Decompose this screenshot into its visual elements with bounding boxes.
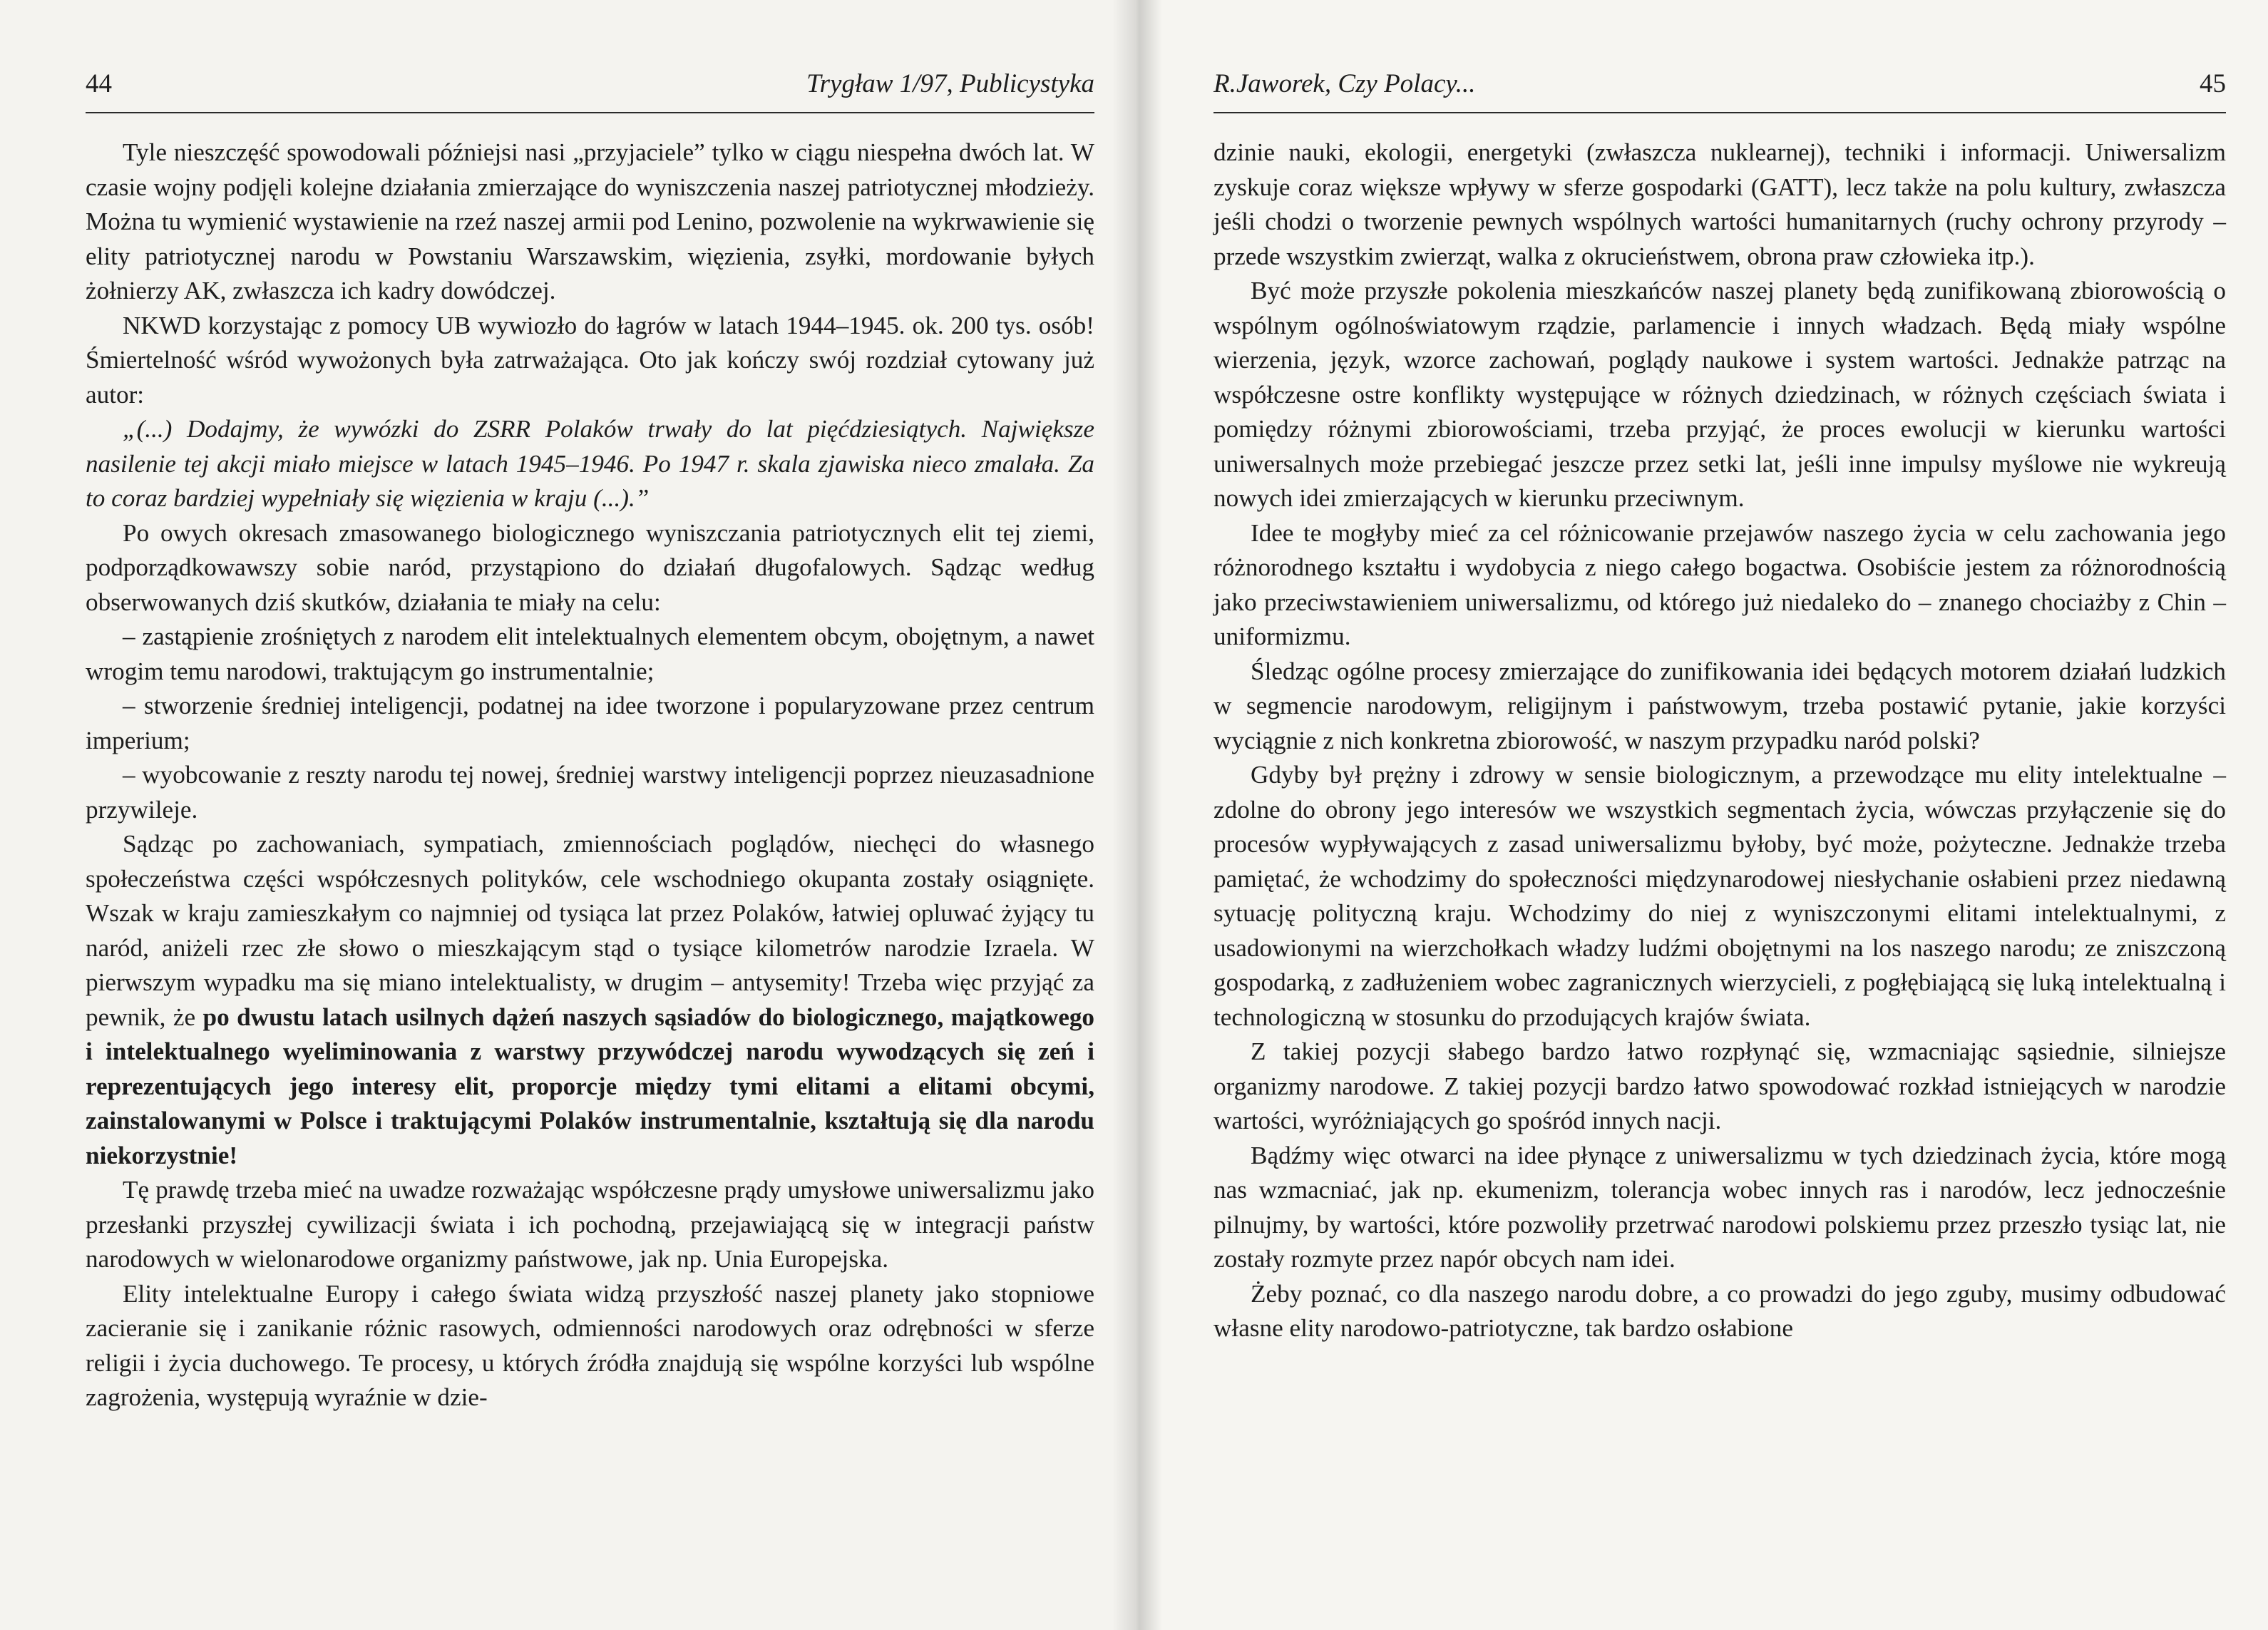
right-page-body xyxy=(1213,135,2226,1346)
paragraph: Być może przyszłe pokolenia mieszkańców naszej planety będą zunifikowaną zbiorowością o wspólnym ogólnoświatowym rządzie, parlamencie i innych władzach. Będą miały wspólne wierzenia, język, wzorce zachowań, poglądy naukowe i system wartości. Jednakże patrząc na współczesne ostre konflikty występujące w różnych dziedzinach, w różnych częściach świata i pomiędzy różnymi zbiorowościami, trzeba przyjąć, że proces ewolucji w kierunku wartości uniwersalnych może przebiegać jeszcze przez setki lat, jeśli inne impulsy myślowe nie wykreują nowych idei zmierzających w kierunku przeciwnym. xyxy=(1213,277,2226,512)
paragraph-text: Sądząc po zachowaniach, sympatiach, zmiennościach poglądów, niechęci do własnego społeczeństwa części współczesnych polityków, cele wschodniego okupanta zostały osiągnięte. Wszak w kraju zamieszkałym co najmniej od tysiąca lat przez Polaków, łatwiej opluwać żyjący tu naród, aniżeli rzec złe słowo o mieszkającym stąd o tysiące kilometrów narodzie Izraela. W pierwszym wypadku ma się miano intelektualisty, w drugim – antysemity! Trzeba więc przyjąć za pewnik, że xyxy=(86,830,1094,1031)
list-item: – zastąpienie zrośniętych z narodem elit intelektualnych elementem obcym, obojętnym, a nawet wrogim temu narodowi, traktującym go instrumentalnie; xyxy=(86,622,1094,685)
header-rule xyxy=(1213,112,2226,113)
right-page-header xyxy=(1213,63,2226,106)
paragraph: Idee te mogłyby mieć za cel różnicowanie przejawów naszego życia w celu zachowania jego różnorodnego kształtu i wydobycia z niego całego bogactwa. Osobiście jestem za różnorodnością jako przeciwstawieniem uniwersalizmu, od którego już niedaleko do – znanego chociażby z Chin – uniformizmu. xyxy=(1213,518,2226,650)
paragraph: Żeby poznać, co dla naszego narodu dobre, a co prowadzi do jego zguby, musimy odbudować własne elity narodowo-patriotyczne, tak bardzo osłabione xyxy=(1213,1279,2226,1342)
bold-thesis: po dwustu latach usilnych dążeń naszych sąsiadów do biologicznego, majątkowego i intelektualnego wyeliminowania z warstwy przywódczej narodu wywodzących się zeń i reprezentujących jego interesy elit, proporcje między tymi elitami a elitami obcymi, zainstalowanymi w Polsce i traktującymi Polaków instrumentalnie, kształtują się dla narodu niekorzystnie! xyxy=(86,1003,1095,1169)
paragraph: dzinie nauki, ekologii, energetyki (zwłaszcza nuklearnej), techniki i informacji. Uniwersalizm zyskuje coraz większe wpływy w sferze gospodarki (GATT), lecz także na polu kultury, zwłaszcza jeśli chodzi o tworzenie pewnych wspólnych wartości humanitarnych (ruchy ochrony przyrody – przede wszystkim zwierząt, walka z okrucieństwem, obrona praw człowieka itp.). xyxy=(1213,138,2226,270)
paragraph: Z takiej pozycji słabego bardzo łatwo rozpłynąć się, wzmacniając sąsiednie, silniejsze organizmy narodowe. Z takiej pozycji bardzo łatwo spowodować rozkład istniejących w narodzie wartości, wyróżniających go spośród innych nacji. xyxy=(1213,1037,2226,1134)
paragraph: Śledząc ogólne procesy zmierzające do zunifikowania idei będących motorem działań ludzkich w segmencie narodowym, religijnym i państwowym, trzeba postawić pytanie, jakie korzyści wyciągnie z nich konkretna zbiorowość, w naszym przypadku naród polski? xyxy=(1213,657,2226,754)
book-gutter-shadow xyxy=(1112,0,1162,1630)
page-number: 44 xyxy=(86,69,112,98)
paragraph: NKWD korzystając z pomocy UB wywiozło do łagrów w latach 1944–1945. ok. 200 tys. osób! Śmiertelność wśród wywożonych była zatrważająca. Oto jak kończy swój rozdział cytowany już autor: xyxy=(86,311,1094,409)
right-page xyxy=(1135,0,2268,1630)
paragraph: Po owych okresach zmasowanego biologicznego wyniszczania patriotycznych elit tej ziemi, podporządkowawszy sobie naród, przystąpiono do działań długofalowych. Sądząc według obserwowanych dziś skutków, działania te miały na celu: xyxy=(86,518,1094,616)
running-head: R.Jaworek, Czy Polacy... xyxy=(1213,69,1476,98)
paragraph: Tyle nieszczęść spowodowali późniejsi nasi „przyjaciele” tylko w ciągu niespełna dwóch lat. W czasie wojny podjęli kolejne działania zmierzające do wyniszczenia naszej patriotycznej młodzieży. Można tu wymienić wystawienie na rzeź naszej armii pod Lenino, pozwolenie na wykrwawienie się elity patriotycznej narodu w Powstaniu Warszawskim, więzienia, zsyłki, mordowanie byłych żołnierzy AK, zwłaszcza ich kadry dowódczej. xyxy=(86,138,1094,304)
list-item: – stworzenie średniej inteligencji, podatnej na idee tworzone i popularyzowane przez centrum imperium; xyxy=(86,692,1094,754)
list-item: – wyobcowanie z reszty narodu tej nowej, średniej warstwy inteligencji poprzez nieuzasadnione przywileje. xyxy=(86,761,1094,824)
paragraph: Elity intelektualne Europy i całego świata widzą przyszłość naszej planety jako stopniowe zacieranie się i zanikanie różnic rasowych, odmienności narodowych oraz odrębności w sferze religii i życia duchowego. Te procesy, u których źródła znajdują się wspólne korzyści lub wspólne zagrożenia, występują wyraźnie w dzie- xyxy=(86,1279,1094,1411)
left-page-body xyxy=(86,135,1094,1415)
paragraph: Gdyby był prężny i zdrowy w sensie biologicznym, a przewodzące mu elity intelektualne – zdolne do obrony jego interesów we wszystkich segmentach życia, wówczas przyłączenie się do procesów wypływających z zasad uniwersalizmu byłoby, być może, pożyteczne. Jednakże trzeba pamiętać, że wchodzimy do społeczności międzynarodowej niesłychanie osłabieni przez niedawną sytuację polityczną kraju. Wchodzimy do niej z wyniszczonymi elitami intelektualnymi, z usadowionymi na wierzchołkach władzy ludźmi obojętnymi na los naszego narodu; ze zniszczoną gospodarką, z zadłużeniem wobec zagranicznych wierzycieli, z pogłębiającą się luką intelektualną i technologiczną w stosunku do przodujących krajów świata. xyxy=(1213,761,2226,1031)
header-rule xyxy=(86,112,1094,113)
paragraph: Tę prawdę trzeba mieć na uwadze rozważając współczesne prądy umysłowe uniwersalizmu jako przesłanki przyszłej cywilizacji świata i ich pochodną, przejawiającą się w integracji państw narodowych w wielonarodowe organizmy państwowe, jak np. Unia Europejska. xyxy=(86,1176,1094,1273)
running-head: Trygław 1/97, Publicystyka xyxy=(806,69,1094,98)
paragraph: Bądźmy więc otwarci na idee płynące z uniwersalizmu w tych dziedzinach życia, które mogą nas wzmacniać, jak np. ekumenizm, tolerancja wobec innych ras i narodów, lecz jednocześnie pilnujmy, by wartości, które pozwoliły przetrwać narodowi polskiemu przez przeszło tysiąc lat, nie zostały rozmyte przez napór obcych nam idei. xyxy=(1213,1141,2226,1273)
quotation: „(...) Dodajmy, że wywózki do ZSRR Polaków trwały do lat pięćdziesiątych. Największe nasilenie tej akcji miało miejsce w latach 1945–1946. Po 1947 r. skala zjawiska nieco zmalała. Za to coraz bardziej wypełniały się więzienia w kraju (...).” xyxy=(86,415,1094,512)
page-number: 45 xyxy=(2200,69,2226,98)
paragraph xyxy=(86,827,1094,1173)
left-page-header xyxy=(86,63,1094,106)
